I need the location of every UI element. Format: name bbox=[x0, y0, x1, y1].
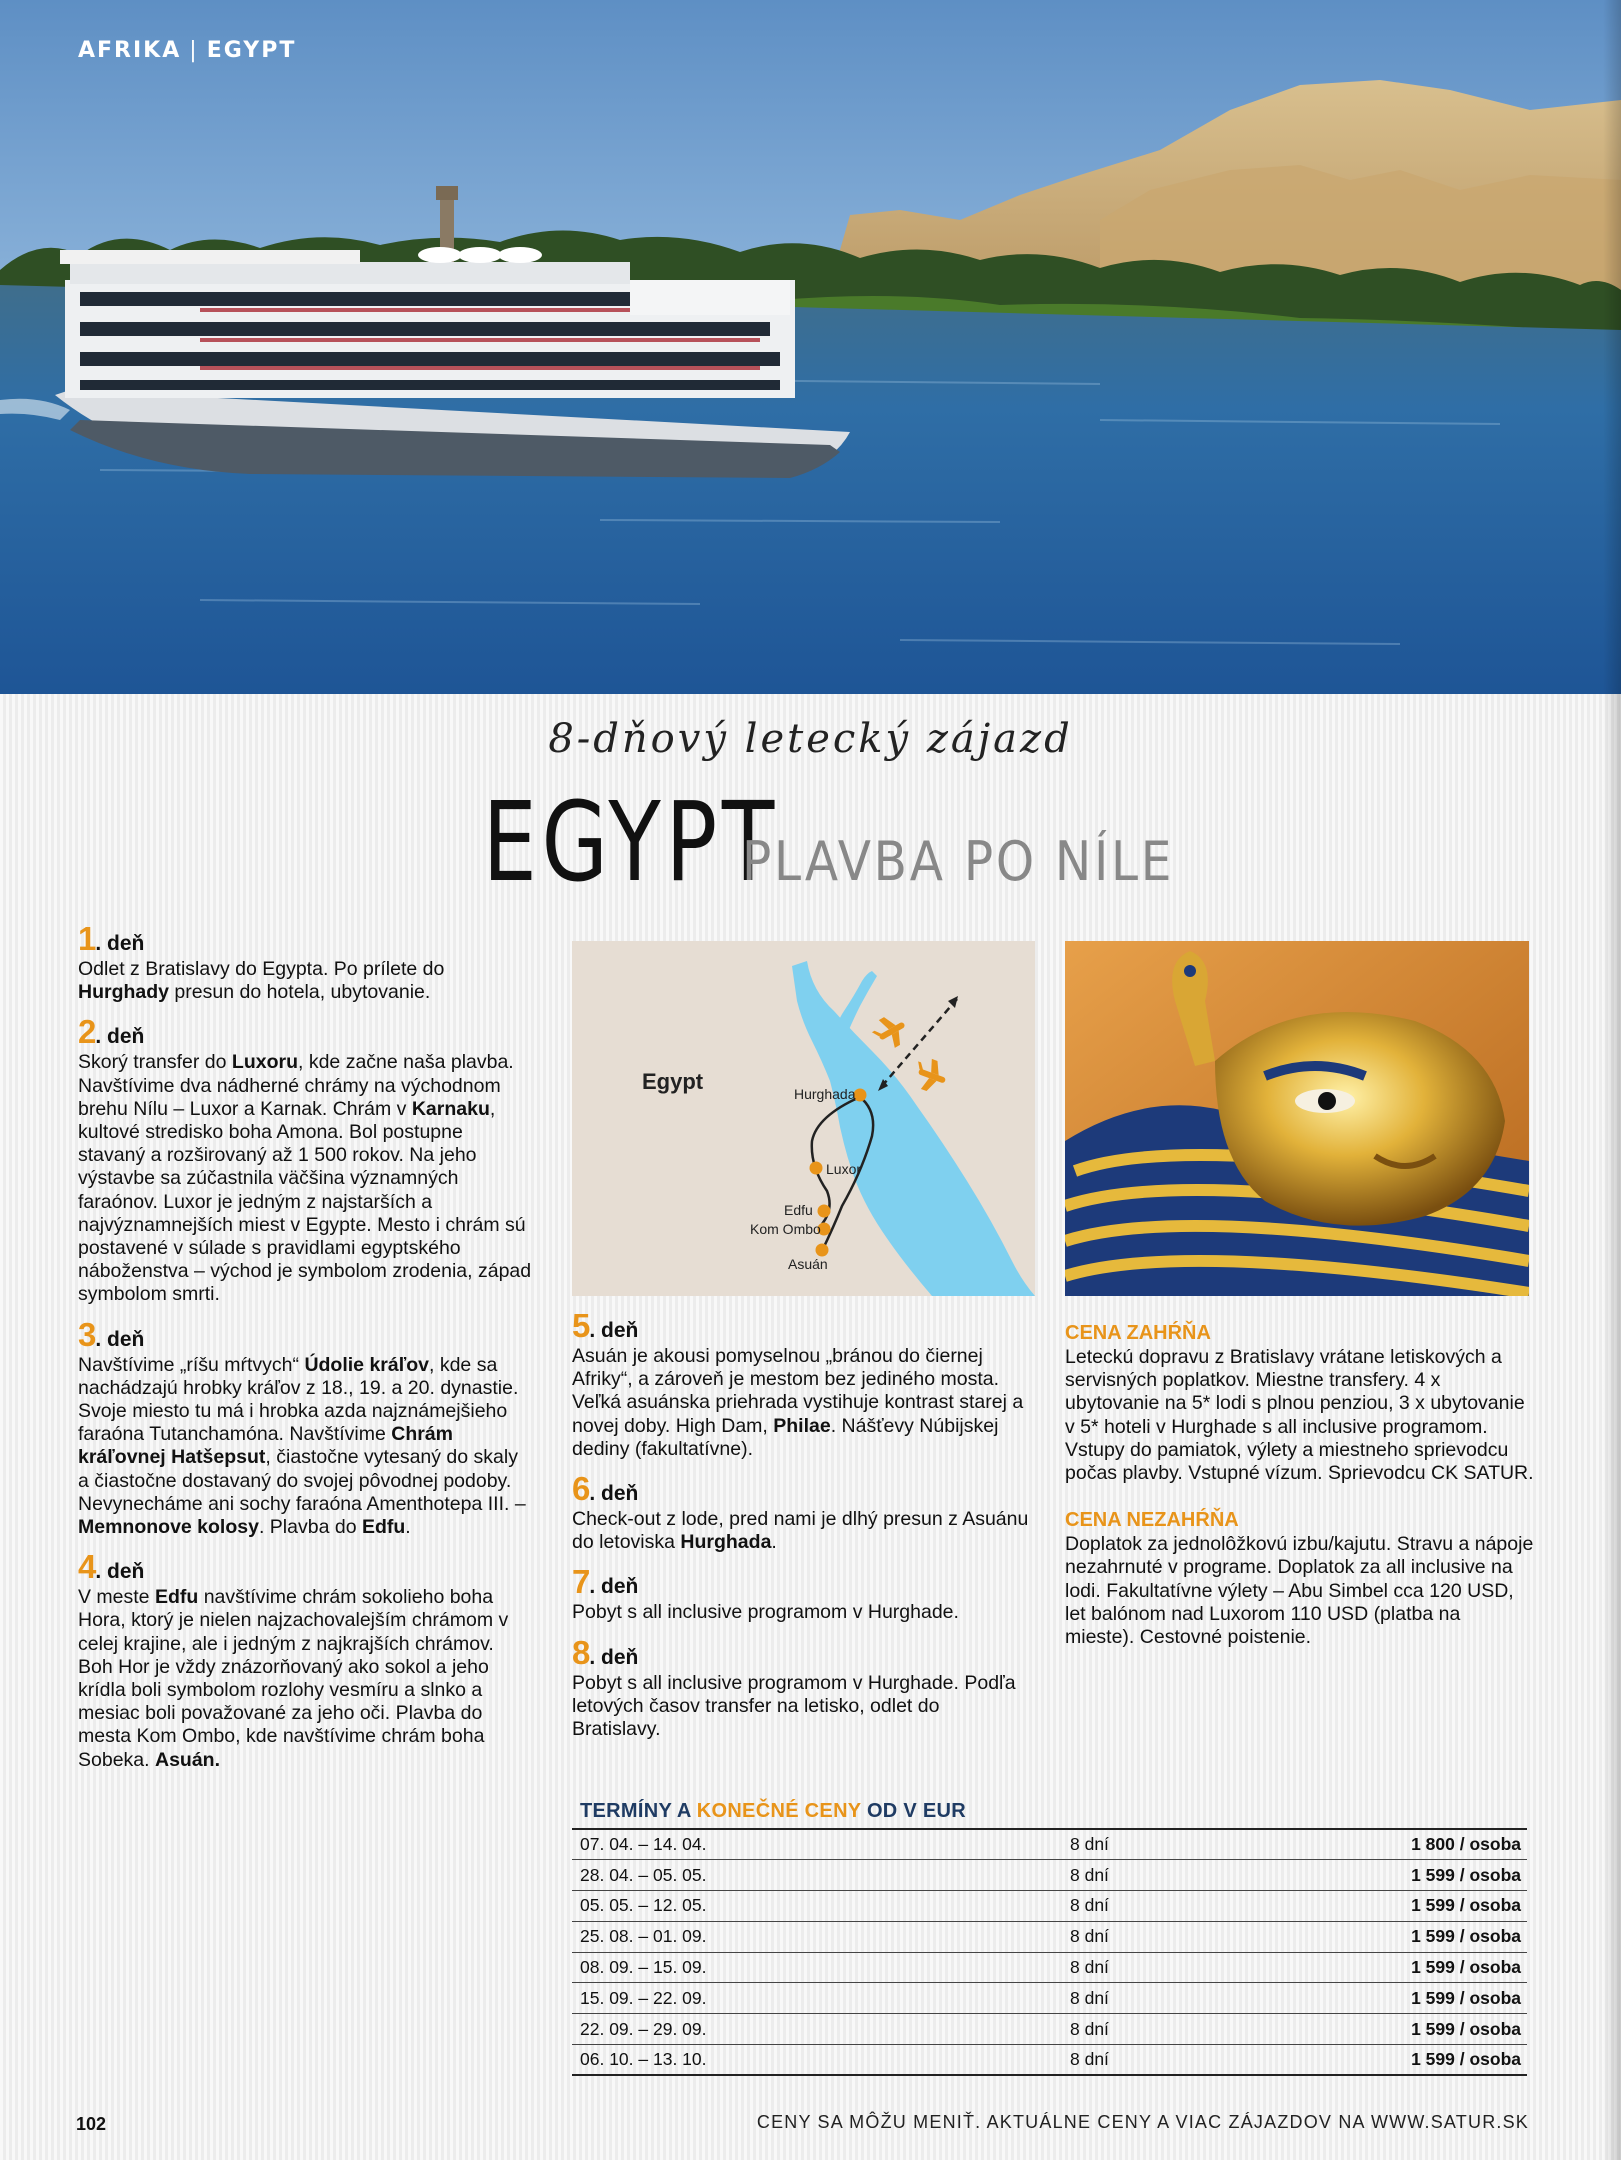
day-label: . deň bbox=[95, 1025, 145, 1049]
price-excludes-title: CENA NEZAHŔŇA bbox=[1065, 1509, 1239, 1532]
day-text-run: Skorý transfer do bbox=[78, 1051, 232, 1074]
day-heading bbox=[78, 1548, 533, 1586]
airplane-icon bbox=[868, 1010, 912, 1054]
day-text-run: Navštívime „ríšu mŕtvych“ bbox=[78, 1353, 305, 1376]
page-title-sub: PLAVBA PO NÍLE bbox=[741, 830, 1174, 893]
day-label: . deň bbox=[589, 1319, 639, 1342]
day-text-highlight: Memnonove kolosy bbox=[78, 1516, 259, 1539]
day-text-run: presun do hotela, ubytovanie. bbox=[169, 981, 431, 1004]
price-dates: 05. 05. – 12. 05. bbox=[572, 1891, 1062, 1922]
breadcrumb-region: AFRIKA bbox=[78, 38, 182, 63]
day-text-highlight: Karnaku bbox=[411, 1097, 490, 1120]
arrow-head-icon bbox=[948, 996, 958, 1008]
price-row bbox=[572, 2014, 1527, 2045]
day-text-highlight: Asuán. bbox=[154, 1748, 220, 1771]
itinerary-day bbox=[572, 1470, 1032, 1554]
day-text-run: , kde sa nachádzajú hrobky kráľov z 18., 19. a 20. dynastie. Svoje miesto tu má i hrobka azda najznámejšieho faraóna Tutanchamóna. Navštívime bbox=[78, 1353, 519, 1446]
price-length: 8 dní bbox=[1062, 1860, 1262, 1891]
price-includes-title: CENA ZAHŔŇA bbox=[1065, 1322, 1211, 1344]
day-text-run: Pobyt s all inclusive programom v Hurghade. bbox=[572, 1601, 959, 1624]
breadcrumb bbox=[78, 38, 296, 63]
price-info-column bbox=[1065, 1320, 1535, 1671]
day-number: 4 bbox=[78, 1548, 96, 1586]
footer-note: CENY SA MÔŽU MENIŤ. AKTUÁLNE CENY A VIAC ZÁJAZDOV NA WWW.SATUR.SK bbox=[756, 2112, 1529, 2132]
map-country-label: Egypt bbox=[642, 1069, 704, 1094]
day-heading bbox=[78, 1315, 533, 1354]
map-place-label: Asuán bbox=[788, 1256, 828, 1272]
location-marker-icon bbox=[818, 1205, 831, 1218]
day-heading bbox=[572, 1307, 1032, 1345]
day-text-run: . Nášťevy Núbijskej dediny (fakultatívne). bbox=[572, 1414, 999, 1460]
day-text-run: navštívime chrám sokolieho boha Hora, ktorý je nielen najzachovalejším chrámom v celej krajine, ale i jedným z najkrajších chrámov. Boh Hor je vždy znázorňovaný ako sokol a jeho krídla boli symbolom rozlohy vesmíru a slnko a mesiac boli považované za jeho oči. Plavba do mesta Kom Ombo, kde navštívime chrám boha Sobeka. bbox=[78, 1586, 509, 1771]
hero-photo-nile-cruise bbox=[0, 0, 1621, 694]
price-length: 8 dní bbox=[1062, 1983, 1262, 2014]
page-gutter-shadow bbox=[1603, 0, 1621, 2160]
price-dates: 06. 10. – 13. 10. bbox=[572, 2045, 1062, 2076]
price-dates: 28. 04. – 05. 05. bbox=[572, 1860, 1062, 1891]
day-text-run: . bbox=[771, 1531, 777, 1554]
day-heading bbox=[572, 1633, 1032, 1672]
day-heading bbox=[78, 1013, 533, 1051]
itinerary-day bbox=[572, 1307, 1032, 1461]
price-row bbox=[572, 1891, 1527, 1922]
day-text-run: Check-out z lode, pred nami je dlhý presun z Asuánu do letoviska bbox=[572, 1508, 1029, 1554]
itinerary-column-2 bbox=[572, 1307, 1032, 1755]
day-number: 6 bbox=[572, 1470, 590, 1508]
day-text-highlight: Edfu bbox=[361, 1516, 406, 1539]
itinerary-day bbox=[78, 1013, 533, 1306]
breadcrumb-separator: | bbox=[189, 38, 199, 63]
itinerary-column-1 bbox=[78, 920, 533, 1786]
red-sea-shape bbox=[792, 961, 1035, 1296]
price-value: 1 599 / osoba bbox=[1262, 2014, 1527, 2045]
day-text-highlight: Edfu bbox=[154, 1586, 199, 1609]
price-excludes-text: Doplatok za jednolôžkovú izbu/kajutu. Stravu a nápoje nezahrnuté v programe. Doplatok za all inclusive na lodi. Fakultatívne výlety – Abu Simbel cca 120 USD, let balónom nad Luxorom 110 USD (platba na mieste). Cestovné poistenie. bbox=[1065, 1533, 1534, 1649]
location-marker-icon bbox=[810, 1162, 823, 1175]
day-text-run: . Plavba do bbox=[258, 1516, 362, 1539]
day-text-run: . bbox=[405, 1516, 411, 1539]
map-place-label: Hurghada bbox=[794, 1086, 856, 1102]
day-text-highlight: Chrám kráľovnej Hatšepsut bbox=[78, 1423, 454, 1469]
day-label: . deň bbox=[589, 1645, 639, 1669]
day-heading bbox=[572, 1470, 1032, 1508]
price-value: 1 599 / osoba bbox=[1262, 2045, 1527, 2076]
day-number: 2 bbox=[78, 1013, 96, 1051]
day-text-highlight: Hurghady bbox=[78, 981, 170, 1004]
price-row bbox=[572, 1983, 1527, 2014]
price-value: 1 800 / osoba bbox=[1262, 1829, 1527, 1860]
airplane-icon bbox=[910, 1055, 951, 1096]
trip-subtitle: 8-dňový letecký zájazd bbox=[548, 716, 1073, 762]
itinerary-day bbox=[572, 1633, 1032, 1742]
price-table bbox=[572, 1828, 1527, 2076]
page-number: 102 bbox=[76, 2114, 107, 2134]
price-length: 8 dní bbox=[1062, 2014, 1262, 2045]
day-text-run: , kde začne naša plavba. Navštívime dva nádherné chrámy na východnom brehu Nílu – Luxor a Karnak. Chrám v bbox=[78, 1051, 514, 1120]
price-length: 8 dní bbox=[1062, 1829, 1262, 1860]
day-description bbox=[78, 1586, 533, 1772]
page-title: EGYPT bbox=[482, 778, 780, 906]
tutankhamun-mask-photo bbox=[1065, 941, 1529, 1296]
route-map bbox=[572, 941, 1035, 1296]
day-text-highlight: Luxoru bbox=[231, 1051, 298, 1074]
price-includes-text: Leteckú dopravu z Bratislavy vrátane letiskových a servisných poplatkov. Miestne transfery. 4 x ubytovanie na 5* lodi s plnou penziou, 3 x ubytovanie v 5* hoteli v Hurghade s all inclusive programom. Vstupy do pamiatok, výlety a miestneho sprievodcu počas plavby. Vstupné vízum. Sprievodcu CK SATUR. bbox=[1065, 1346, 1534, 1485]
price-table-title bbox=[580, 1800, 966, 1823]
day-text-run: , čiastočne vytesaný do skaly a čiastočne dostavaný do svojej pôvodnej podoby. Nevynecháme ani sochy faraóna Amenthotepa III. – bbox=[78, 1446, 526, 1515]
title-row bbox=[0, 778, 1621, 906]
price-length: 8 dní bbox=[1062, 1921, 1262, 1952]
price-excludes-section bbox=[1065, 1507, 1535, 1649]
day-text-run: Pobyt s all inclusive programom v Hurghade. Podľa letových časov transfer na letisko, odlet do Bratislavy. bbox=[572, 1671, 1016, 1741]
day-text-run: Odlet z Bratislavy do Egypta. Po prílete do bbox=[78, 958, 445, 980]
price-row bbox=[572, 1921, 1527, 1952]
day-heading bbox=[572, 1563, 1032, 1601]
price-value: 1 599 / osoba bbox=[1262, 1921, 1527, 1952]
itinerary-day bbox=[78, 1548, 533, 1772]
day-text-highlight: Hurghada bbox=[680, 1531, 772, 1554]
day-text-highlight: Philae bbox=[773, 1414, 831, 1437]
day-description bbox=[572, 1601, 1032, 1624]
day-number: 8 bbox=[572, 1633, 590, 1671]
price-dates: 22. 09. – 29. 09. bbox=[572, 2014, 1062, 2045]
price-title-part1: TERMÍNY A bbox=[580, 1800, 697, 1822]
map-place-label: Kom Ombo bbox=[750, 1221, 821, 1237]
location-marker-icon bbox=[816, 1244, 829, 1257]
price-value: 1 599 / osoba bbox=[1262, 1860, 1527, 1891]
price-dates: 25. 08. – 01. 09. bbox=[572, 1921, 1062, 1952]
price-includes-section bbox=[1065, 1320, 1535, 1485]
price-length: 8 dní bbox=[1062, 1952, 1262, 1983]
day-heading bbox=[78, 920, 533, 958]
day-description bbox=[78, 1051, 533, 1306]
day-label: . deň bbox=[95, 1327, 145, 1351]
price-title-highlight: KONEČNÉ CENY bbox=[696, 1800, 862, 1822]
day-text-run: V meste bbox=[78, 1586, 155, 1609]
day-description bbox=[78, 1354, 533, 1540]
map-place-label: Edfu bbox=[784, 1202, 813, 1218]
day-number: 1 bbox=[78, 920, 96, 957]
day-label: . deň bbox=[589, 1482, 639, 1506]
price-length: 8 dní bbox=[1062, 1891, 1262, 1922]
day-text-run: Asuán je akousi pomyselnou „bránou do čiernej Afriky“, a zároveň je mestom bez jediného mosta. Veľká asuánska priehrada vystihuje kontrast starej a novej doby. High Dam, bbox=[572, 1345, 1024, 1437]
price-row bbox=[572, 1860, 1527, 1891]
price-dates: 08. 09. – 15. 09. bbox=[572, 1952, 1062, 1983]
price-row bbox=[572, 1829, 1527, 1860]
itinerary-day bbox=[78, 1315, 533, 1540]
day-description bbox=[572, 1345, 1032, 1461]
price-row bbox=[572, 2045, 1527, 2076]
price-value: 1 599 / osoba bbox=[1262, 1983, 1527, 2014]
price-dates: 07. 04. – 14. 04. bbox=[572, 1829, 1062, 1860]
day-number: 3 bbox=[78, 1315, 96, 1353]
price-length: 8 dní bbox=[1062, 2045, 1262, 2076]
price-row bbox=[572, 1952, 1527, 1983]
itinerary-day bbox=[78, 920, 533, 1004]
day-label: . deň bbox=[589, 1575, 639, 1599]
day-label: . deň bbox=[95, 1560, 145, 1584]
price-title-part2: OD V EUR bbox=[861, 1800, 967, 1822]
day-description bbox=[572, 1672, 1032, 1742]
day-label: . deň bbox=[95, 932, 145, 955]
breadcrumb-country: EGYPT bbox=[206, 38, 297, 63]
day-number: 5 bbox=[572, 1307, 590, 1344]
itinerary-day bbox=[572, 1563, 1032, 1624]
day-number: 7 bbox=[572, 1563, 590, 1601]
price-value: 1 599 / osoba bbox=[1262, 1891, 1527, 1922]
day-text-run: , kultové stredisko boha Amona. Bol postupne stavaný a rozširovaný až 1 500 rokov. Na jeho výstavbe sa zúčastnila väčšina významných faraónov. Luxor je jedným z najstarších a najvýznamnejších miest v Egypte. Mesto i chrám sú postavené v súlade s pravidlami egyptského náboženstva – východ je symbolom zrodenia, západ symbolom smrti. bbox=[78, 1097, 532, 1306]
price-value: 1 599 / osoba bbox=[1262, 1952, 1527, 1983]
price-dates: 15. 09. – 22. 09. bbox=[572, 1983, 1062, 2014]
day-description bbox=[78, 958, 533, 1004]
map-place-label: Luxor bbox=[826, 1161, 862, 1177]
day-text-highlight: Údolie kráľov bbox=[304, 1353, 429, 1376]
day-description bbox=[572, 1508, 1032, 1554]
